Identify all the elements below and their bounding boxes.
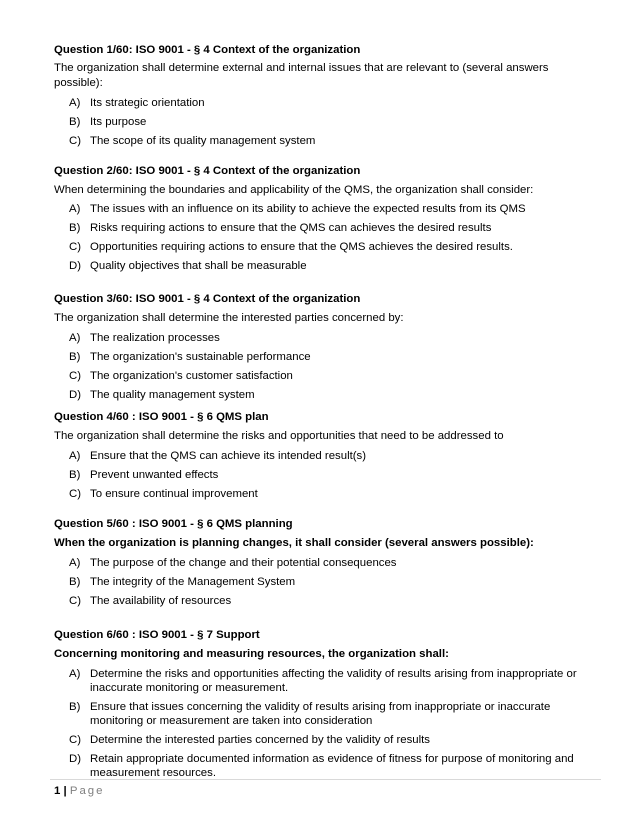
question-title: Question 6/60 : ISO 9001 - § 7 Support bbox=[54, 629, 260, 641]
page-footer bbox=[54, 784, 104, 798]
option-c bbox=[54, 369, 594, 383]
option-text: Its strategic orientation bbox=[90, 97, 205, 109]
question-title: Question 4/60 : ISO 9001 - § 6 QMS plan bbox=[54, 411, 269, 423]
option-letter: C) bbox=[69, 370, 82, 382]
option-b bbox=[54, 700, 594, 728]
option-list bbox=[54, 202, 594, 273]
question-4 bbox=[54, 410, 594, 501]
option-text: Determine the interested parties concerned by the validity of results bbox=[90, 734, 430, 746]
option-a bbox=[54, 667, 594, 695]
option-text: The organization's sustainable performance bbox=[90, 351, 311, 363]
option-b bbox=[54, 115, 594, 129]
option-c bbox=[54, 487, 594, 501]
option-text: Ensure that issues concerning the validity of results arising from inappropriate or inaccurate monitoring or measurement are taken into consideration bbox=[90, 701, 551, 727]
option-letter: D) bbox=[69, 389, 82, 401]
option-text: The realization processes bbox=[90, 332, 220, 344]
option-text: The quality management system bbox=[90, 389, 255, 401]
question-stem: When the organization is planning changes, it shall consider (several answers possible): bbox=[54, 537, 534, 549]
question-stem: Concerning monitoring and measuring resources, the organization shall: bbox=[54, 648, 449, 660]
question-6 bbox=[54, 628, 594, 780]
option-a bbox=[54, 331, 594, 345]
option-text: Opportunities requiring actions to ensure that the QMS achieves the desired results. bbox=[90, 241, 513, 253]
question-title: Question 3/60: ISO 9001 - § 4 Context of the organization bbox=[54, 293, 361, 305]
option-letter: C) bbox=[69, 135, 82, 147]
option-text: The purpose of the change and their potential consequences bbox=[90, 557, 397, 569]
option-letter: D) bbox=[69, 753, 82, 765]
footer-divider bbox=[50, 779, 601, 780]
option-text: The scope of its quality management system bbox=[90, 135, 316, 147]
option-text: The issues with an influence on its ability to achieve the expected results from its QMS bbox=[90, 203, 526, 215]
option-letter: B) bbox=[69, 469, 81, 481]
option-b bbox=[54, 468, 594, 482]
option-a bbox=[54, 556, 594, 570]
option-letter: B) bbox=[69, 351, 81, 363]
option-letter: A) bbox=[69, 668, 81, 680]
option-text: The integrity of the Management System bbox=[90, 576, 296, 588]
option-text: Quality objectives that shall be measurable bbox=[90, 260, 307, 272]
question-stem: The organization shall determine the risks and opportunities that need to be addressed to bbox=[54, 430, 504, 442]
option-letter: B) bbox=[69, 222, 81, 234]
option-text: Ensure that the QMS can achieve its intended result(s) bbox=[90, 450, 367, 462]
option-text: The organization's customer satisfaction bbox=[90, 370, 293, 382]
option-b bbox=[54, 221, 594, 235]
option-text: Prevent unwanted effects bbox=[90, 469, 219, 481]
option-a bbox=[54, 449, 594, 463]
option-a bbox=[54, 96, 594, 110]
option-text: Determine the risks and opportunities affecting the validity of results arising from inappropriate or inaccurate monitoring or measurement. bbox=[90, 668, 577, 694]
option-list bbox=[54, 556, 594, 608]
option-text: To ensure continual improvement bbox=[90, 488, 258, 500]
option-list bbox=[54, 667, 594, 780]
footer-separator: | bbox=[63, 785, 67, 797]
option-letter: C) bbox=[69, 734, 82, 746]
option-text: Retain appropriate documented information as evidence of fitness for purpose of monitoring and measurement resources. bbox=[90, 753, 574, 779]
question-title: Question 2/60: ISO 9001 - § 4 Context of the organization bbox=[54, 165, 361, 177]
option-d bbox=[54, 752, 594, 780]
option-letter: B) bbox=[69, 116, 81, 128]
option-letter: A) bbox=[69, 450, 81, 462]
question-1 bbox=[54, 43, 594, 148]
option-letter: C) bbox=[69, 241, 82, 253]
option-text: The availability of resources bbox=[90, 595, 232, 607]
option-text: Risks requiring actions to ensure that the QMS can achieves the desired results bbox=[90, 222, 492, 234]
option-c bbox=[54, 134, 594, 148]
option-letter: B) bbox=[69, 701, 81, 713]
question-title: Question 1/60: ISO 9001 - § 4 Context of the organization bbox=[54, 44, 361, 56]
option-letter: A) bbox=[69, 332, 81, 344]
option-d bbox=[54, 259, 594, 273]
question-stem: The organization shall determine external and internal issues that are relevant to (several answers possible): bbox=[54, 62, 549, 89]
option-b bbox=[54, 575, 594, 589]
question-stem: The organization shall determine the interested parties concerned by: bbox=[54, 312, 404, 324]
option-letter: C) bbox=[69, 595, 82, 607]
option-letter: A) bbox=[69, 557, 81, 569]
page-number: 1 bbox=[54, 785, 61, 797]
question-3 bbox=[54, 292, 594, 402]
question-2 bbox=[54, 164, 594, 273]
option-list bbox=[54, 331, 594, 402]
option-letter: D) bbox=[69, 260, 82, 272]
option-letter: A) bbox=[69, 97, 81, 109]
option-list bbox=[54, 449, 594, 501]
option-a bbox=[54, 202, 594, 216]
option-letter: A) bbox=[69, 203, 81, 215]
option-c bbox=[54, 594, 594, 608]
question-stem: When determining the boundaries and applicability of the QMS, the organization shall consider: bbox=[54, 184, 534, 196]
question-5 bbox=[54, 517, 594, 608]
option-list bbox=[54, 96, 594, 148]
question-title: Question 5/60 : ISO 9001 - § 6 QMS planning bbox=[54, 518, 293, 530]
option-b bbox=[54, 350, 594, 364]
option-letter: B) bbox=[69, 576, 81, 588]
option-c bbox=[54, 240, 594, 254]
option-text: Its purpose bbox=[90, 116, 147, 128]
page-label: Page bbox=[69, 785, 105, 797]
option-d bbox=[54, 388, 594, 402]
option-c bbox=[54, 733, 594, 747]
option-letter: C) bbox=[69, 488, 82, 500]
